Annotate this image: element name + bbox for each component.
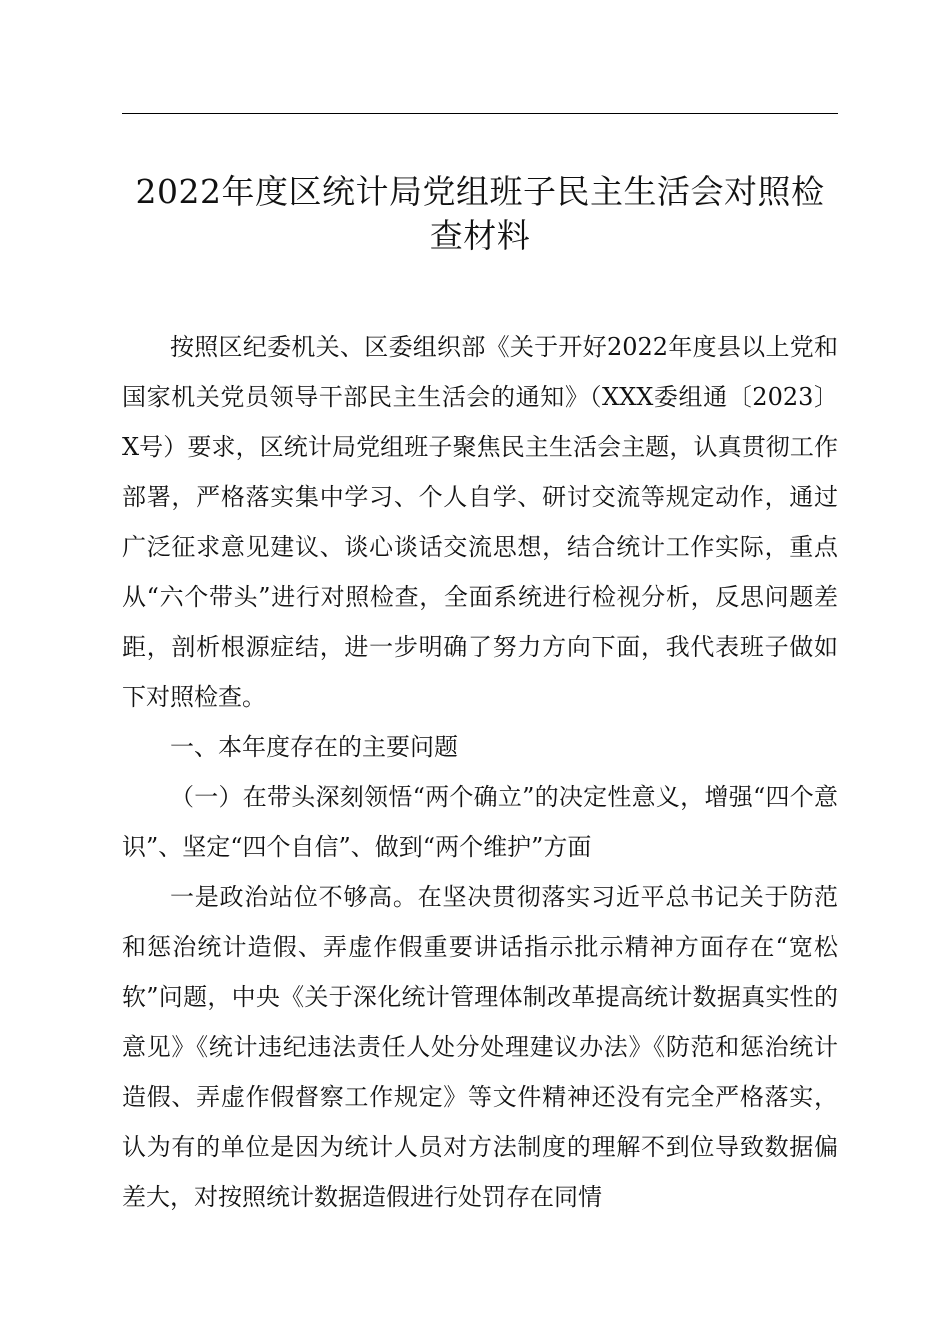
title-line-2: 查材料 <box>429 216 531 255</box>
subsection-heading: （一）在带头深刻领悟“两个确立”的决定性意义，增强“四个意识”、坚定“四个自信”、做到“两个维护”方面 <box>122 783 838 861</box>
document-title <box>122 170 838 258</box>
header-rule <box>122 113 838 114</box>
section-heading: 一、本年度存在的主要问题 <box>170 733 458 761</box>
title-line-1: 2022年度区统计局党组班子民主生活会对照检 <box>135 172 825 211</box>
document-body <box>122 322 838 1222</box>
body-paragraph: 一是政治站位不够高。在坚决贯彻落实习近平总书记关于防范和惩治统计造假、弄虚作假重要讲话指示批示精神方面存在“宽松软”问题，中央《关于深化统计管理体制改革提高统计数据真实性的意见》《统计违纪违法责任人处分处理建议办法》《防范和惩治统计造假、弄虚作假督察工作规定》等文件精神还没有完全严格落实，认为有的单位是因为统计人员对方法制度的理解不到位导致数据偏差大，对按照统计数据造假进行处罚存在同情 <box>122 883 838 1211</box>
intro-paragraph: 按照区纪委机关、区委组织部《关于开好2022年度县以上党和国家机关党员领导干部民主生活会的通知》（XXX委组通〔2023〕X号）要求，区统计局党组班子聚焦民主生活会主题，认真贯彻工作部署，严格落实集中学习、个人自学、研讨交流等规定动作，通过广泛征求意见建议、谈心谈话交流思想，结合统计工作实际，重点从“六个带头”进行对照检查，全面系统进行检视分析，反思问题差距，剖析根源症结，进一步明确了努力方向下面，我代表班子做如下对照检查。 <box>122 333 838 711</box>
